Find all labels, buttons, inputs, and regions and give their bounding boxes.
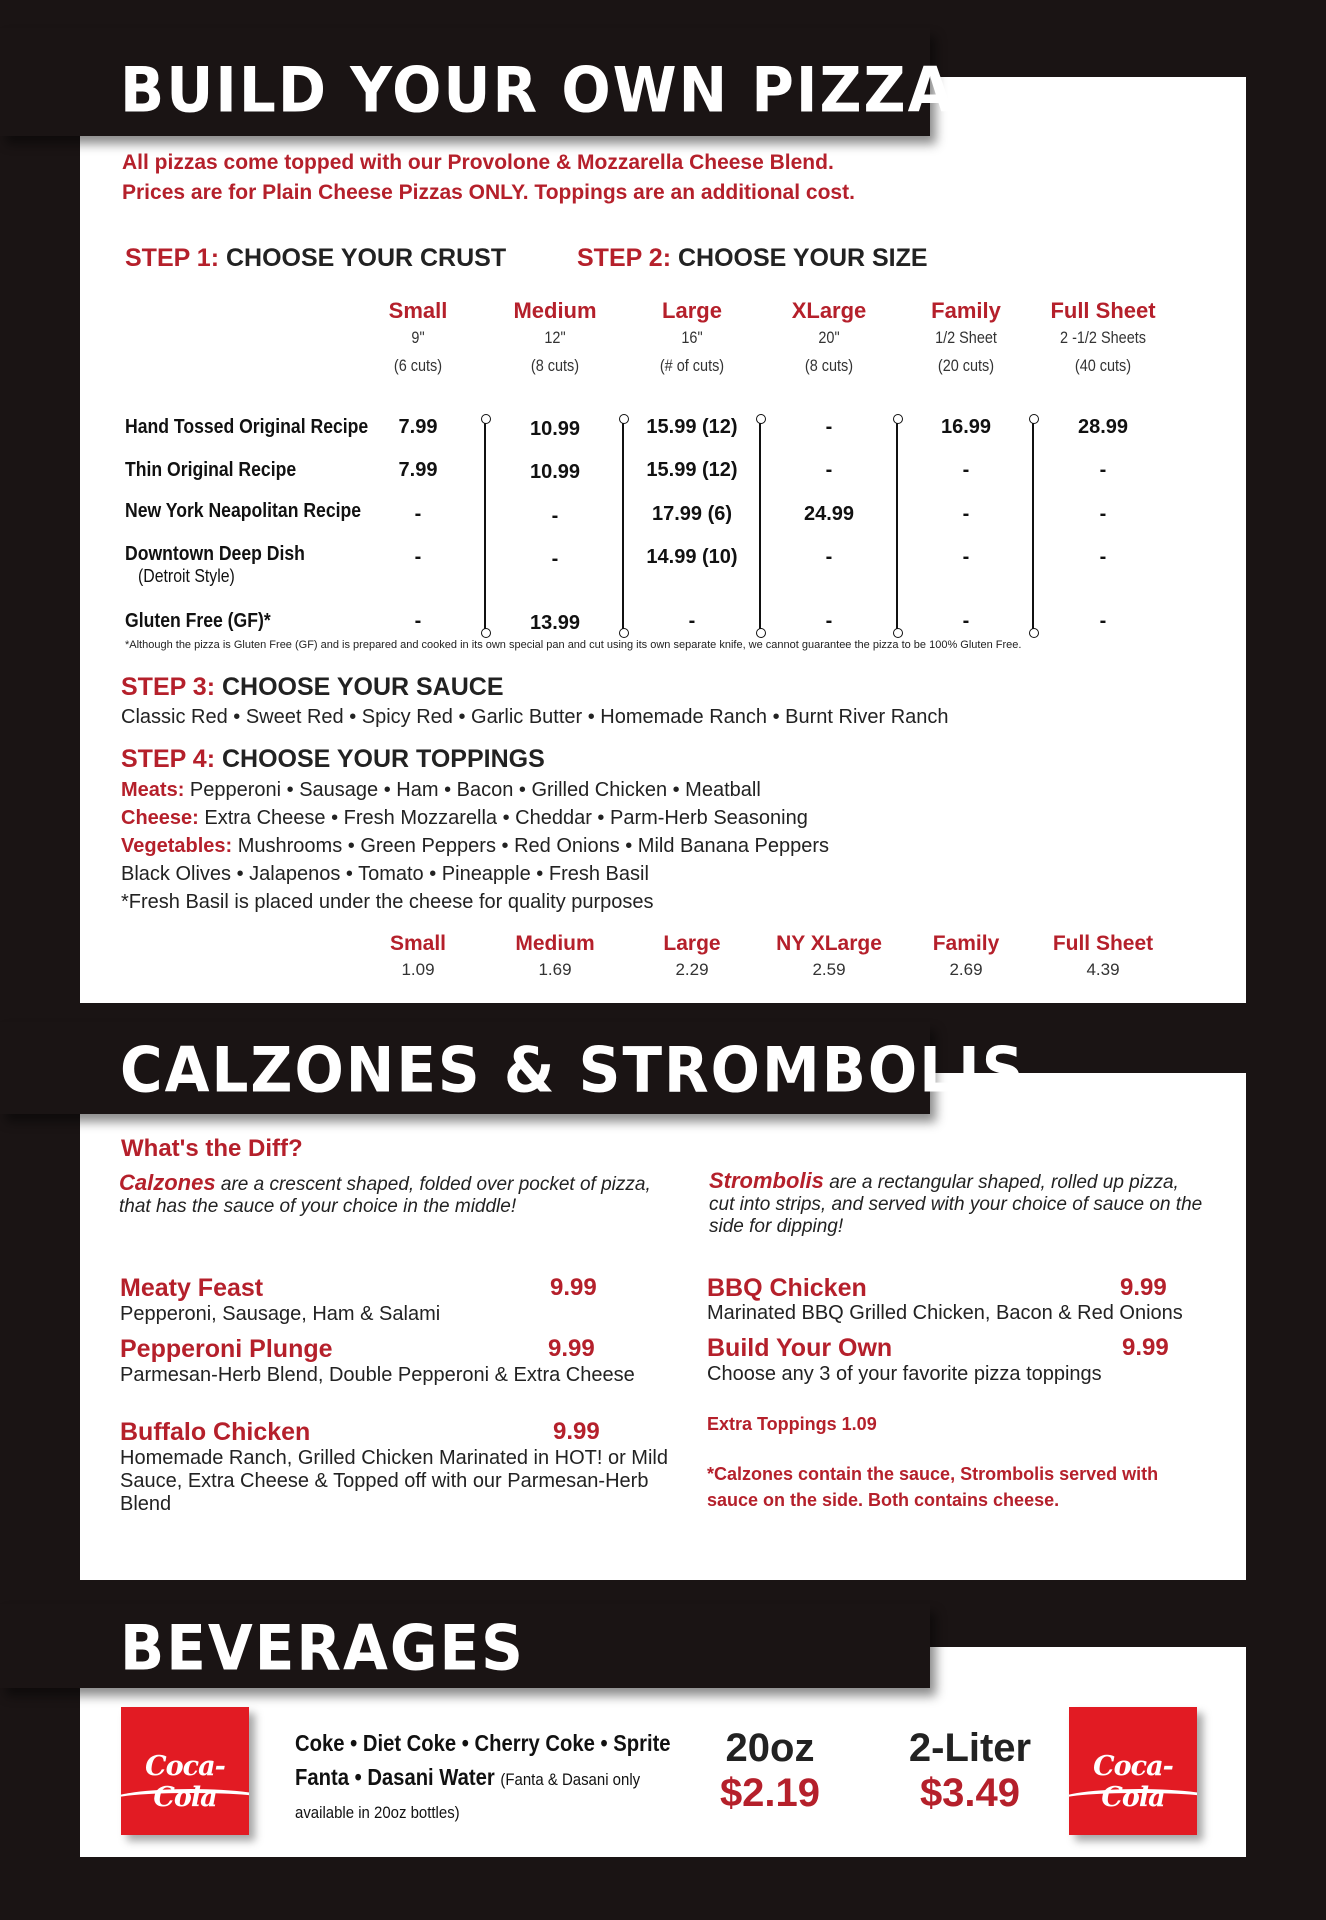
stromboli-item-name: BBQ Chicken	[707, 1274, 867, 1302]
topping-price-full-sheet	[1033, 932, 1173, 980]
column-divider	[896, 420, 898, 632]
price-cell: 15.99 (12)	[646, 459, 738, 481]
step2-heading	[577, 244, 928, 273]
step3-text: CHOOSE YOUR SAUCE	[221, 673, 504, 701]
topping-size-price: 2.69	[949, 960, 983, 979]
topping-size-name: Family	[932, 932, 1000, 955]
pizza-section-title: BUILD YOUR OWN PIZZA	[120, 53, 955, 127]
calzone-item-name: Meaty Feast	[120, 1274, 264, 1302]
calzone-word: Calzones	[119, 1170, 216, 1195]
veg-line	[121, 835, 829, 858]
price-cell: -	[551, 548, 559, 570]
size-cuts: (8 cuts)	[804, 356, 854, 375]
step3-heading	[121, 673, 504, 702]
price-cell: -	[1099, 546, 1107, 568]
step4-label: STEP 4:	[121, 745, 216, 773]
crust-name: New York Neapolitan Recipe	[125, 500, 362, 522]
beverage-bottle-note: (Fanta & Dasani only	[500, 1770, 641, 1789]
beverage-price-20oz: $2.19	[719, 1771, 821, 1815]
meats-line	[121, 779, 761, 802]
step1-label: STEP 1:	[125, 244, 220, 272]
step1-heading	[125, 244, 506, 273]
topping-size-name: NY XLarge	[776, 932, 882, 955]
size-dim: 12"	[544, 328, 566, 347]
price-cell: -	[1099, 459, 1107, 481]
stromboli-item-name: Build Your Own	[707, 1334, 893, 1362]
topping-size-price: 2.29	[675, 960, 709, 979]
calzone-item-name: Buffalo Chicken	[120, 1418, 311, 1446]
beverage-bottle-note-line2	[295, 1797, 460, 1824]
price-cell: -	[962, 610, 970, 632]
price-cell: -	[1099, 610, 1107, 632]
crust-name: Gluten Free (GF)*	[125, 610, 271, 632]
size-cuts: (40 cuts)	[1074, 356, 1132, 375]
basil-note: *Fresh Basil is placed under the cheese for quality purposes	[121, 891, 654, 913]
topping-price-medium	[485, 932, 625, 980]
topping-size-price: 1.09	[401, 960, 435, 979]
price-cell: -	[414, 610, 422, 632]
meats-label: Meats:	[121, 779, 185, 801]
size-dim: 20"	[818, 328, 840, 347]
beverage-size-2-liter: 2-Liter	[908, 1726, 1032, 1770]
size-col-xlarge	[759, 298, 899, 380]
price-cell: -	[414, 503, 422, 525]
calzone-item-price: 9.99	[548, 1335, 595, 1362]
stromboli-word: Strombolis	[709, 1168, 824, 1193]
veg-line-2: Black Olives • Jalapenos • Tomato • Pineapple • Fresh Basil	[121, 863, 649, 885]
calzone-item-desc: Pepperoni, Sausage, Ham & Salami	[120, 1303, 441, 1325]
coca-cola-logo-text: Coca-Cola	[145, 1751, 225, 1813]
price-cell: -	[962, 503, 970, 525]
beverages-banner	[0, 1604, 930, 1688]
stromboli-description	[709, 1170, 1209, 1238]
price-cell: 7.99	[398, 459, 438, 481]
calzones-banner	[0, 1022, 1026, 1114]
coca-cola-logo-text: Coca-Cola	[1093, 1751, 1173, 1813]
size-col-small	[348, 298, 488, 380]
column-divider	[1032, 420, 1034, 632]
cheese-label: Cheese:	[121, 807, 199, 829]
price-cell: -	[551, 505, 559, 527]
size-cuts: (6 cuts)	[393, 356, 443, 375]
calzone-item-desc: Homemade Ranch, Grilled Chicken Marinated in HOT! or Mild Sauce, Extra Cheese & Topped off with our Parmesan-Herb Blend	[120, 1447, 668, 1515]
step2-label: STEP 2:	[577, 244, 672, 272]
beverage-size-20oz: 20oz	[725, 1726, 815, 1770]
column-divider	[759, 420, 761, 632]
crust-name: Hand Tossed Original Recipe	[125, 416, 369, 438]
cheese-line	[121, 807, 808, 830]
step4-heading	[121, 745, 545, 774]
step4-text: CHOOSE YOUR TOPPINGS	[221, 745, 545, 773]
step1-text: CHOOSE YOUR CRUST	[225, 244, 507, 272]
topping-size-price: 2.59	[812, 960, 846, 979]
sauce-cheese-note: *Calzones contain the sauce, Strombolis served with sauce on the side. Both contains cheese.	[707, 1464, 1159, 1510]
topping-price-family	[896, 932, 1036, 980]
size-name: XLarge	[791, 298, 867, 323]
price-cell: 17.99 (6)	[651, 503, 733, 525]
calzone-item-desc: Parmesan-Herb Blend, Double Pepperoni & Extra Cheese	[120, 1364, 635, 1386]
topping-price-ny-xlarge	[759, 932, 899, 980]
extra-toppings-note: Extra Toppings 1.09	[707, 1414, 877, 1434]
beverage-price-2-liter: $3.49	[919, 1771, 1021, 1815]
stromboli-item-price: 9.99	[1120, 1274, 1167, 1301]
coca-cola-wave-icon	[1069, 1789, 1197, 1811]
meats-list: Pepperoni • Sausage • Ham • Bacon • Grilled Chicken • Meatball	[189, 779, 761, 801]
crust-name: Thin Original Recipe	[125, 459, 297, 481]
calzone-item-price: 9.99	[553, 1418, 600, 1445]
gluten-free-disclaimer: *Although the pizza is Gluten Free (GF) and is prepared and cooked in its own special pan and cut using its own separate knife, we cannot guarantee the pizza to be 100% Gluten Free.	[125, 639, 1022, 651]
coca-cola-logo-left	[121, 1707, 249, 1835]
size-dim: 2 -1/2 Sheets	[1060, 328, 1146, 347]
price-cell: -	[825, 546, 833, 568]
price-cell: -	[688, 610, 696, 632]
size-name: Family	[931, 298, 1001, 323]
veg-list: Mushrooms • Green Peppers • Red Onions • Mild Banana Peppers	[237, 835, 830, 857]
price-cell: -	[414, 546, 422, 568]
calzone-desc: are a crescent shaped, folded over pocket of pizza, that has the sauce of your choice in the middle!	[119, 1174, 651, 1217]
size-name: Small	[388, 298, 448, 323]
price-cell: 13.99	[529, 612, 581, 634]
size-dim: 1/2 Sheet	[935, 328, 997, 347]
crust-name: Downtown Deep Dish	[125, 543, 305, 565]
calzone-description	[119, 1172, 659, 1218]
stromboli-desc: are a rectangular shaped, rolled up pizza, cut into strips, and served with your choice of sauce on the side for dipping!	[709, 1172, 1203, 1237]
stromboli-item-desc: Choose any 3 of your favorite pizza toppings	[707, 1363, 1102, 1385]
size-col-full-sheet	[1033, 298, 1173, 380]
price-cell: 16.99	[940, 416, 992, 438]
topping-price-small	[348, 932, 488, 980]
sauce-list: Classic Red • Sweet Red • Spicy Red • Garlic Butter • Homemade Ranch • Burnt River Ranch	[121, 706, 949, 728]
size-name: Large	[662, 298, 722, 323]
price-cell: 14.99 (10)	[646, 546, 738, 568]
size-name: Medium	[513, 298, 597, 323]
calzones-section-title: CALZONES & STROMBOLIS	[120, 1033, 1026, 1107]
price-cell: 10.99	[529, 418, 581, 440]
pizza-banner	[0, 28, 955, 136]
beverage-list-line2	[295, 1764, 640, 1791]
price-cell: 15.99 (12)	[646, 416, 738, 438]
calzone-item-price: 9.99	[550, 1274, 597, 1301]
size-col-medium	[485, 298, 625, 380]
beverage-list-line1: Coke • Diet Coke • Cherry Coke • Sprite	[295, 1730, 671, 1756]
size-cuts: (20 cuts)	[937, 356, 995, 375]
coca-cola-wave-icon	[121, 1789, 249, 1811]
calzone-item-name: Pepperoni Plunge	[120, 1335, 333, 1363]
stromboli-item-desc: Marinated BBQ Grilled Chicken, Bacon & Red Onions	[707, 1302, 1183, 1324]
step3-label: STEP 3:	[121, 673, 216, 701]
topping-price-large	[622, 932, 762, 980]
size-name: Full Sheet	[1050, 298, 1156, 323]
pizza-intro-line2: Prices are for Plain Cheese Pizzas ONLY. Toppings are an additional cost.	[122, 181, 855, 204]
crust-subtitle: (Detroit Style)	[138, 566, 235, 586]
beverage-bottle-note-text: available in 20oz bottles)	[295, 1803, 460, 1822]
price-cell: 7.99	[398, 416, 438, 438]
stromboli-item-price: 9.99	[1122, 1334, 1169, 1361]
price-cell: 24.99	[803, 503, 855, 525]
size-cuts: (8 cuts)	[530, 356, 580, 375]
price-cell: -	[825, 459, 833, 481]
topping-size-price: 1.69	[538, 960, 572, 979]
topping-size-name: Small	[389, 932, 447, 955]
size-dim: 16"	[681, 328, 703, 347]
price-cell: 10.99	[529, 461, 581, 483]
topping-size-price: 4.39	[1086, 960, 1120, 979]
beverages-section-title: BEVERAGES	[120, 1611, 525, 1685]
veg-label: Vegetables:	[121, 835, 233, 857]
price-cell: -	[962, 546, 970, 568]
step2-text: CHOOSE YOUR SIZE	[677, 244, 928, 272]
price-cell: -	[962, 459, 970, 481]
size-dim: 9"	[411, 328, 425, 347]
size-col-large	[622, 298, 762, 380]
price-cell: -	[1099, 503, 1107, 525]
size-col-family	[896, 298, 1036, 380]
topping-size-name: Full Sheet	[1052, 932, 1154, 955]
topping-size-name: Medium	[515, 932, 595, 955]
diff-title: What's the Diff?	[121, 1135, 303, 1162]
size-cuts: (# of cuts)	[659, 356, 725, 375]
price-cell: -	[825, 416, 833, 438]
price-cell: 28.99	[1077, 416, 1129, 438]
pizza-intro-line1: All pizzas come topped with our Provolone & Mozzarella Cheese Blend.	[122, 151, 834, 174]
beverage-list-line2-main: Fanta • Dasani Water	[295, 1764, 495, 1790]
cheese-list: Extra Cheese • Fresh Mozzarella • Cheddar • Parm-Herb Seasoning	[204, 807, 808, 829]
price-cell: -	[825, 610, 833, 632]
coca-cola-logo-right	[1069, 1707, 1197, 1835]
topping-size-name: Large	[663, 932, 721, 955]
